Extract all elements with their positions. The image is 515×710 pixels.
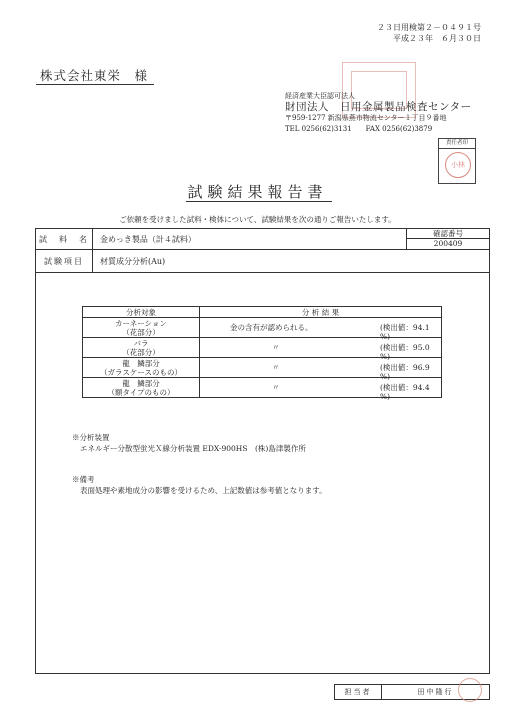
issuer-block — [285, 91, 472, 135]
table-row — [83, 318, 442, 338]
sample-label: 試 料 名 — [36, 229, 93, 249]
detected-value: (検出値：94.4 %) — [380, 383, 430, 401]
addressee-underline — [36, 84, 154, 85]
test-item-row — [36, 250, 489, 273]
issuer-phone: TEL 0256(62)3131 FAX 0256(62)3879 — [285, 125, 433, 133]
result-text: 金の含有が認められる。 — [230, 323, 313, 332]
equipment-text: エネルギー分散型蛍光Ｘ線分析装置 EDX-900HS (株)島津製作所 — [80, 444, 306, 453]
issuer-address: 〒959-1277 新潟県燕市物流センター１丁目９番地 — [285, 114, 447, 122]
detected-value: (検出値：94.1 %) — [380, 323, 430, 341]
result-cell — [200, 358, 442, 381]
detected-value: (検出値：96.9 %) — [380, 363, 430, 381]
issuer-certification: 経済産業大臣認可法人 — [285, 92, 355, 100]
remarks-note — [72, 474, 327, 496]
equipment-heading: ※分析装置 — [72, 433, 110, 442]
target-cell: カーネーション （花部分） — [83, 318, 200, 338]
result-cell — [200, 378, 442, 401]
confirm-number-value: 200409 — [433, 239, 463, 248]
results-header-row — [83, 307, 442, 318]
issue-date: 平成２３年 ６月３０日 — [393, 34, 481, 43]
title-underline — [186, 201, 332, 202]
column-header-target: 分析対象 — [83, 307, 200, 318]
table-row — [83, 338, 442, 358]
target-cell: 龍 鱗部分 （額タイプのもの） — [83, 378, 200, 398]
sample-row — [36, 229, 489, 250]
remarks-text: 表面処理や素地成分の影響を受けるため、上記数値は参考値となります。 — [80, 486, 327, 495]
target-cell: バラ （花部分） — [83, 338, 200, 358]
result-cell — [200, 318, 442, 341]
confirm-number-box — [406, 229, 489, 249]
person-in-charge-name: 田中隆行 — [417, 688, 454, 696]
table-row — [83, 358, 442, 378]
results-table — [82, 306, 442, 401]
addressee: 株式会社東栄 様 — [40, 68, 149, 83]
column-header-result: 分 析 結 果 — [200, 307, 442, 318]
person-in-charge-label: 担当者 — [335, 685, 382, 699]
person-in-charge-stamp — [458, 678, 482, 702]
sample-value: 金めっき製品（計４試料） — [100, 234, 196, 244]
test-item-value: 材質成分分析(Au) — [100, 256, 166, 266]
confirm-number-label: 確認番号 — [407, 229, 489, 239]
document-number-block — [377, 22, 481, 44]
equipment-note — [72, 432, 306, 454]
target-cell: 龍 鱗部分 （ガラスケースのもの） — [83, 358, 200, 378]
remarks-heading: ※備考 — [72, 475, 95, 484]
test-item-label: 試験項目 — [36, 250, 93, 272]
detected-value: (検出値：95.0 %) — [380, 343, 430, 361]
result-text: 〃 — [272, 343, 280, 352]
intro-text: ご依頼を受けました試料・検体について、試験結果を次の通りご報告いたします。 — [119, 215, 396, 224]
result-cell — [200, 338, 442, 361]
result-text: 〃 — [272, 383, 280, 392]
document-number: ２３日用検第２－０４９１号 — [377, 23, 481, 32]
manager-seal-stamp: 小林 — [445, 152, 471, 178]
result-text: 〃 — [272, 363, 280, 372]
manager-seal-label: 責任者印 — [439, 139, 475, 149]
issuer-name: 財団法人 日用金属製品検査センター — [285, 101, 472, 113]
table-row — [83, 378, 442, 398]
manager-seal-box — [438, 138, 476, 184]
report-title: 試験結果報告書 — [187, 183, 328, 201]
